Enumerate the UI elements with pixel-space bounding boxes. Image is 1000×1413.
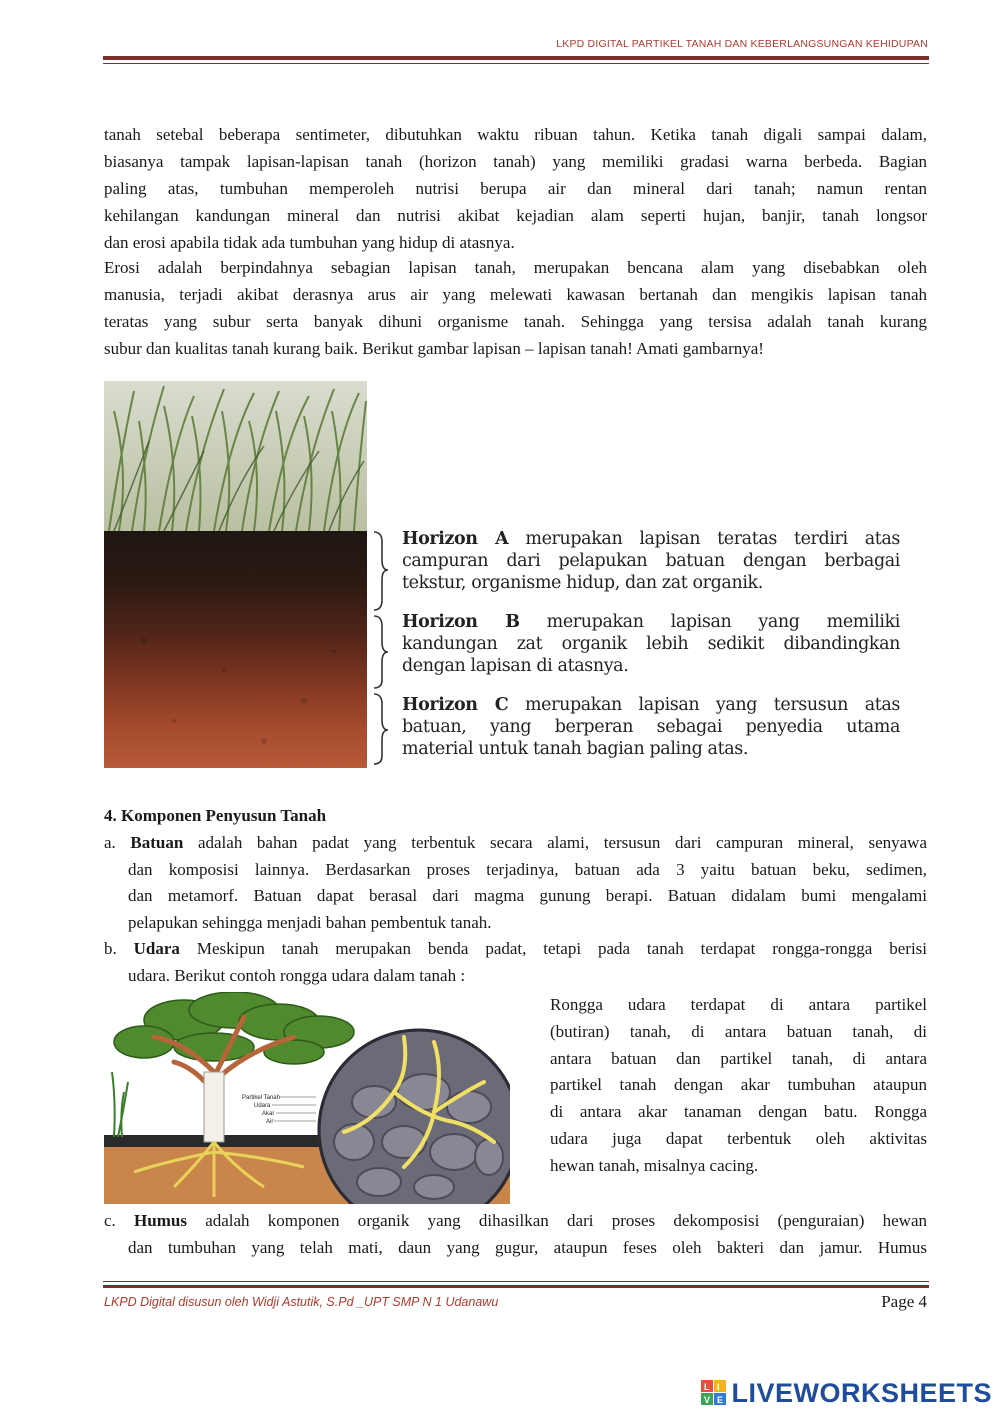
section-title: 4. Komponen Penyusun Tanah — [104, 806, 327, 825]
intro-paragraph-1 — [104, 121, 927, 256]
text-line: adalah bahan padat yang terbentuk secara alami, tersusun dari campuran mineral, senyawa — [183, 833, 928, 852]
item-term: Humus — [134, 1211, 187, 1230]
text-line: kandungan zat organik lebih sedikit dibandingkan — [402, 634, 900, 654]
text-line: dengan lapisan di atasnya. — [402, 656, 629, 676]
liveworksheets-badge-icon — [701, 1380, 727, 1406]
text-line: dan tumbuhan yang telah mati, daun yang gugur, ataupun feses oleh bakteri dan jamur. Humus — [128, 1237, 927, 1257]
text-line: partikel tanah dengan akar tumbuhan ataupun — [550, 1075, 927, 1095]
text-line: hewan tanah, misalnya cacing. — [550, 1155, 759, 1175]
item-udara — [104, 936, 927, 989]
text-line: dan komposisi lainnya. Berdasarkan proses terjadinya, batuan ada 3 yaitu batuan beku, sedimen, — [128, 859, 927, 879]
horizon-brace-icon — [370, 530, 392, 770]
text-line: tekstur, organisme hidup, dan zat organik. — [402, 573, 763, 593]
text-line: adalah komponen organik yang dihasilkan dari proses dekomposisi (penguraian) hewan — [186, 1211, 927, 1230]
soil-air-diagram — [104, 992, 510, 1204]
item-prefix: a. — [104, 833, 131, 852]
horizon-name: Horizon B — [402, 612, 520, 632]
diagram-label: Udara — [254, 1103, 271, 1109]
horizon-c-text — [402, 694, 900, 760]
text-line: paling atas, tumbuhan memperoleh nutrisi berupa air dan mineral dari tanah; namun rentan — [104, 179, 927, 198]
horizon-a-text — [402, 528, 900, 594]
text-line: merupakan lapisan teratas terdiri atas — [508, 529, 900, 549]
text-line: Meskipun tanah merupakan benda padat, tetapi pada tanah terdapat rongga-rongga berisi — [179, 939, 928, 958]
brand-text: LIVEWORKSHEETS — [731, 1377, 992, 1408]
horizon-name: Horizon C — [402, 695, 509, 715]
text-line: merupakan lapisan yang tersusun atas — [508, 695, 900, 715]
horizon-b-text — [402, 611, 900, 677]
item-batuan — [104, 830, 927, 936]
footer-rule-thin — [103, 1281, 929, 1282]
header-title: LKPD DIGITAL PARTIKEL TANAH DAN KEBERLANGSUNGAN KEHIDUPAN — [556, 38, 928, 50]
air-description — [550, 992, 927, 1180]
header-rule — [103, 56, 929, 60]
text-line: teratas yang subur serta banyak dihuni organisme tanah. Sehingga yang tersisa adalah tanah kurang — [104, 312, 927, 331]
liveworksheets-logo[interactable] — [701, 1378, 992, 1408]
text-line: antara batuan dan partikel tanah, di antara — [550, 1048, 927, 1068]
diagram-label: Partikel Tanah — [242, 1095, 280, 1101]
text-line: subur dan kualitas tanah kurang baik. Berikut gambar lapisan – lapisan tanah! Amati gambarnya! — [104, 339, 764, 358]
text-line: campuran dari pelapukan batuan dengan berbagai — [402, 551, 900, 571]
item-prefix: c. — [104, 1211, 135, 1230]
text-line: biasanya tampak lapisan-lapisan tanah (horizon tanah) yang memiliki gradasi warna berbeda. Bagian — [104, 152, 927, 171]
text-line: udara juga dapat terbentuk oleh aktivitas — [550, 1128, 927, 1148]
text-line: material untuk tanah bagian paling atas. — [402, 739, 748, 759]
text-line: Rongga udara terdapat di antara partikel — [550, 995, 927, 1014]
page-number: Page 4 — [881, 1292, 927, 1311]
text-line: Erosi adalah berpindahnya sebagian lapisan tanah, merupakan bencana alam yang disebabkan oleh — [104, 258, 927, 277]
badge-letter: I — [717, 1382, 720, 1392]
intro-paragraph-2 — [104, 254, 927, 362]
text-line: kehilangan kandungan mineral dan nutrisi akibat kejadian alam seperti hujan, banjir, tanah longsor — [104, 206, 927, 225]
horizon-name: Horizon A — [402, 529, 509, 549]
header-rule-thin — [103, 63, 929, 64]
item-humus — [104, 1208, 927, 1261]
text-line: dan erosi apabila tidak ada tumbuhan yang hidup di atasnya. — [104, 233, 515, 252]
item-term: Batuan — [130, 833, 184, 852]
text-line: tanah setebal beberapa sentimeter, dibutuhkan waktu ribuan tahun. Ketika tanah digali sampai dalam, — [104, 125, 927, 144]
footer-rule — [103, 1285, 929, 1288]
diagram-label: Akar — [262, 1111, 275, 1117]
text-line: udara. Berikut contoh rongga udara dalam tanah : — [128, 965, 466, 985]
diagram-label: Air — [266, 1119, 274, 1125]
item-term: Udara — [133, 939, 180, 958]
text-line: merupakan lapisan yang memiliki — [519, 612, 900, 632]
text-line: (butiran) tanah, di antara batuan tanah, di — [550, 1021, 927, 1041]
text-line: manusia, terjadi akibat derasnya arus air yang melewati kawasan bertanah dan mengikis lapisan tanah — [104, 285, 927, 304]
badge-letter: V — [704, 1395, 711, 1405]
soil-profile-image — [104, 381, 367, 768]
text-line: di antara akar tanaman dengan batu. Rongga — [550, 1102, 927, 1122]
text-line: pelapukan sehingga menjadi bahan pembentuk tanah. — [128, 912, 492, 932]
badge-letter: L — [704, 1382, 710, 1392]
footer-author: LKPD Digital disusun oleh Widji Astutik, S.Pd _UPT SMP N 1 Udanawu — [104, 1295, 499, 1309]
item-prefix: b. — [104, 939, 134, 958]
text-line: batuan, yang berperan sebagai penyedia utama — [402, 717, 900, 737]
text-line: dan metamorf. Batuan dapat berasal dari magma gunung berapi. Batuan didalam bumi mengalami — [128, 886, 927, 905]
badge-letter: E — [717, 1395, 724, 1405]
